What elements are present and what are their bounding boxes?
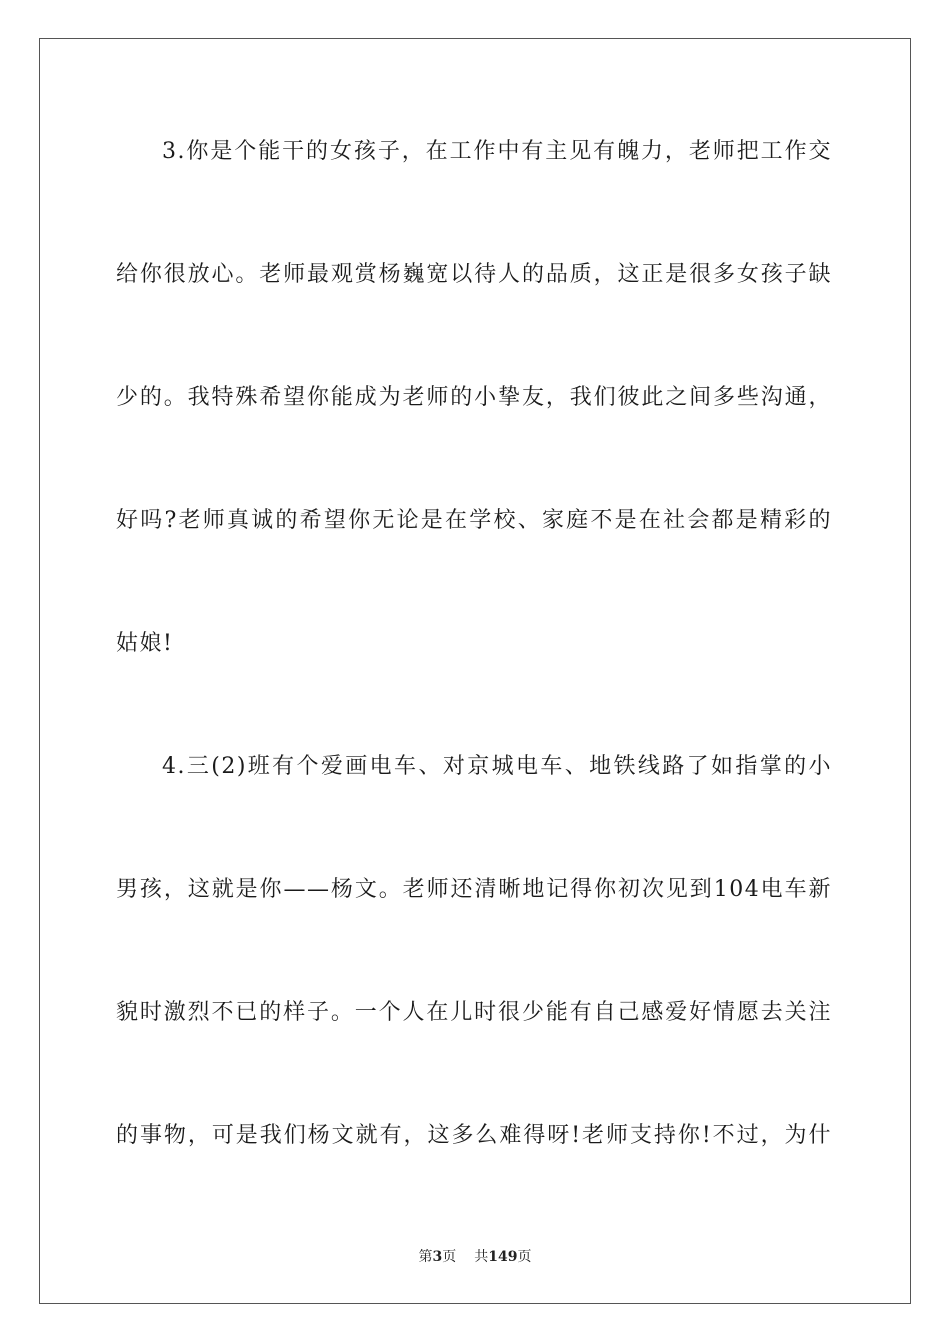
footer-page-suffix: 页 — [442, 1249, 457, 1265]
footer-total-prefix: 共 — [474, 1249, 489, 1265]
page-border — [39, 38, 911, 1304]
paragraph-1-line-1: 3.你是个能干的女孩子，在工作中有主见有魄力，老师把工作交 — [162, 139, 832, 164]
paragraph-2-line-2: 男孩，这就是你——杨文。老师还清晰地记得你初次见到104电车新 — [116, 877, 832, 902]
page-footer — [0, 1248, 950, 1266]
paragraph-1-line-3: 少的。我特殊希望你能成为老师的小挚友，我们彼此之间多些沟通， — [116, 385, 832, 410]
paragraph-2-line-4: 的事物，可是我们杨文就有，这多么难得呀!老师支持你!不过，为什 — [116, 1123, 832, 1148]
paragraph-1-line-4: 好吗?老师真诚的希望你无论是在学校、家庭不是在社会都是精彩的 — [116, 508, 832, 533]
paragraph-2-line-1: 4.三(2)班有个爱画电车、对京城电车、地铁线路了如指掌的小 — [162, 754, 832, 779]
paragraph-1-line-5: 姑娘! — [116, 631, 174, 656]
footer-total-suffix: 页 — [517, 1249, 532, 1265]
footer-prefix: 第 — [418, 1249, 433, 1265]
total-pages-number: 149 — [488, 1249, 518, 1265]
current-page-number: 3 — [432, 1249, 443, 1265]
paragraph-2-line-3: 貌时激烈不已的样子。一个人在儿时很少能有自己感爱好情愿去关注 — [116, 1000, 832, 1025]
paragraph-1-line-2: 给你很放心。老师最观赏杨巍宽以待人的品质，这正是很多女孩子缺 — [116, 262, 832, 287]
